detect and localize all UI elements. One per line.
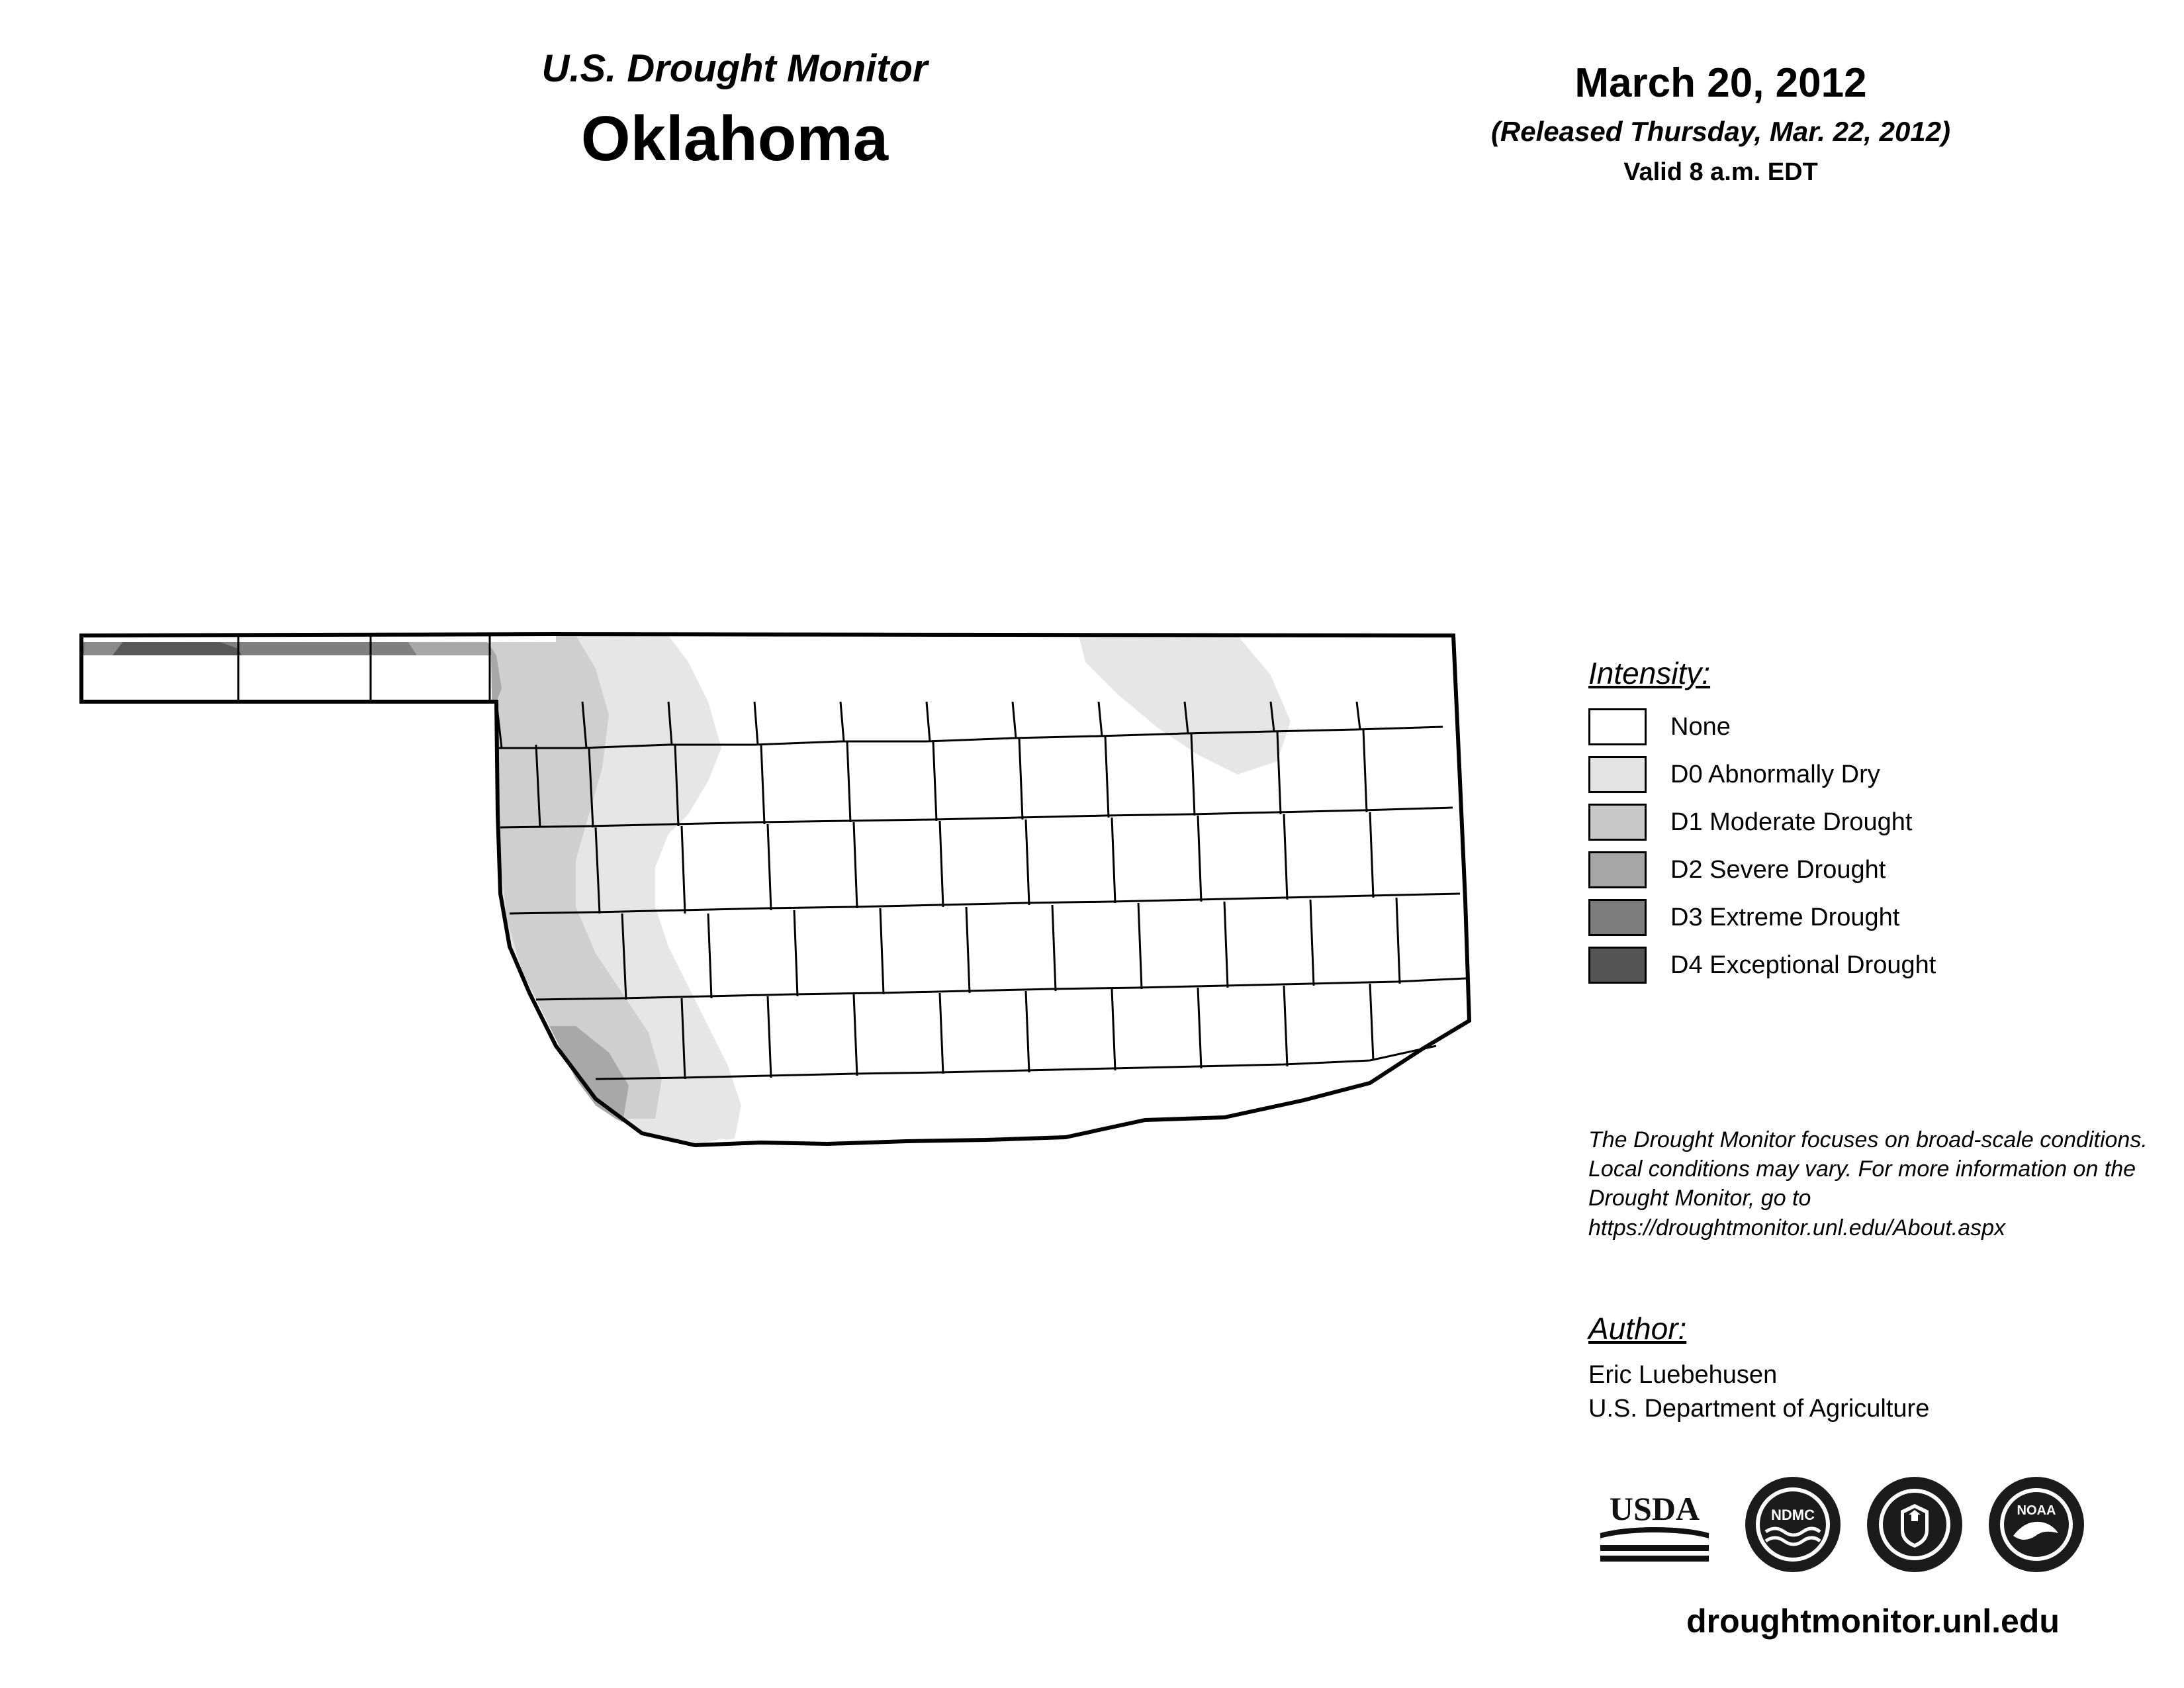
legend-item-none: [1588, 703, 2151, 751]
state-title: Oklahoma: [580, 103, 889, 174]
date-valid: Valid 8 a.m. EDT: [1623, 158, 1818, 186]
legend-title: Intensity:: [1588, 656, 1711, 690]
legend-label-d3: D3 Extreme Drought: [1670, 903, 1900, 931]
legend-label-d0: D0 Abnormally Dry: [1670, 760, 1880, 788]
legend-note: The Drought Monitor focuses on broad-scale conditions. Local conditions may vary. For more information on the Drought Monitor, go to https://droughtmonitor.unl.edu/About.aspx: [1588, 1127, 2148, 1241]
noaa-logo: [1987, 1475, 2086, 1577]
legend-item-d1: [1588, 798, 2151, 846]
program-title: U.S. Drought Monitor: [541, 47, 928, 90]
legend-label-none: None: [1670, 712, 1731, 741]
map-region-d4: [82, 637, 248, 699]
legend-swatch-d4: [1588, 947, 1647, 984]
drought-map: [73, 616, 1516, 1383]
header-date-block: [1423, 60, 2019, 187]
legend-label-d4: D4 Exceptional Drought: [1670, 951, 1936, 979]
author-organization: U.S. Department of Agriculture: [1588, 1395, 1930, 1423]
noaa-logo-text: NOAA: [2017, 1503, 2056, 1518]
ndmc-logo-text: NDMC: [1771, 1506, 1815, 1523]
usda-logo: [1588, 1481, 1721, 1571]
legend-swatch-none: [1588, 708, 1647, 745]
author-title: Author:: [1588, 1311, 1687, 1346]
header-title-block: [371, 46, 1099, 175]
legend-swatch-d0: [1588, 756, 1647, 793]
date-released: (Released Thursday, Mar. 22, 2012): [1490, 116, 1951, 147]
date-main: March 20, 2012: [1574, 60, 1867, 106]
ndmc-logo: [1743, 1475, 1843, 1577]
legend: [1588, 655, 2151, 989]
legend-swatch-d1: [1588, 804, 1647, 841]
legend-item-d0: [1588, 751, 2151, 798]
legend-item-d3: [1588, 894, 2151, 941]
logo-row: [1588, 1466, 2184, 1585]
author-block: [1588, 1311, 2184, 1427]
site-url[interactable]: droughtmonitor.unl.edu: [1686, 1603, 2060, 1640]
usda-logo-text: USDA: [1609, 1489, 1700, 1527]
legend-label-d2: D2 Severe Drought: [1670, 855, 1886, 884]
legend-item-d4: [1588, 941, 2151, 989]
usdc-logo: [1865, 1475, 1964, 1577]
legend-swatch-d3: [1588, 899, 1647, 936]
legend-label-d1: D1 Moderate Drought: [1670, 808, 1913, 836]
author-name: Eric Luebehusen: [1588, 1361, 1778, 1389]
legend-item-d2: [1588, 846, 2151, 894]
legend-swatch-d2: [1588, 851, 1647, 888]
